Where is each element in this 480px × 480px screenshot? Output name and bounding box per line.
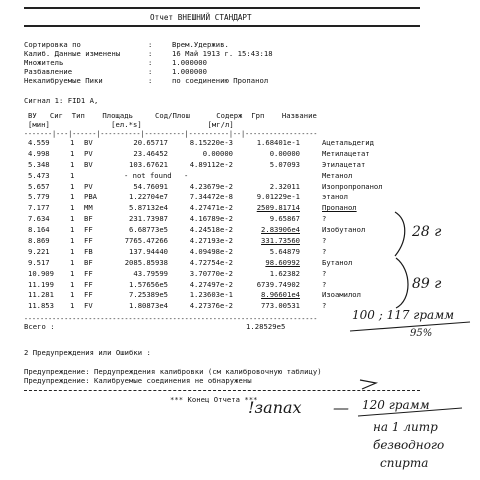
cell-ratio: 1.23603e-1 — [189, 290, 233, 300]
table-header-dashes: -------|---|------|----------|----------|----------|--|------------------ — [24, 130, 318, 138]
cell-name: Этилацетат — [322, 159, 366, 169]
cell-name: Бутанол — [322, 257, 353, 267]
bracket-upper — [395, 212, 405, 256]
meta-sep: : — [148, 58, 153, 67]
warning-1: Предупреждение: Пердупреждения калибровки (см калибровочную таблицу) — [24, 367, 322, 376]
cell-type: BF — [84, 214, 93, 224]
cell-amount: 1.68401e-1 — [256, 138, 300, 147]
cell-name: ? — [322, 246, 327, 256]
cell-type: FF — [84, 279, 93, 289]
meta-value: 1.000000 — [172, 67, 208, 76]
cell-rt: 5.779 — [28, 192, 50, 202]
cell-ratio: 4.24518e-2 — [189, 225, 233, 235]
cell-rt: 7.634 — [28, 214, 50, 224]
cell-signal: 1 — [70, 279, 75, 289]
cell-area: 103.67621 — [129, 159, 168, 169]
total-value: 1.28529e5 — [246, 322, 286, 331]
cell-ratio: 4.27193e-2 — [189, 236, 233, 246]
meta-sep: : — [148, 40, 153, 49]
cell-ratio: 0.00000 — [202, 148, 233, 158]
warning-2: Предупреждение: Калибруемые соединения не обнаружены — [24, 376, 252, 385]
hand-note-dash: — — [333, 398, 349, 417]
cell-amount: 98.60992 — [265, 257, 300, 267]
hand-note-89g: 89 г — [412, 276, 442, 292]
cell-name: ? — [322, 236, 327, 246]
cell-amount: 6739.74902 — [256, 279, 300, 289]
cell-type: FF — [84, 225, 93, 235]
cell-amount: 2509.81714 — [256, 203, 300, 213]
cell-amount: 5.64879 — [269, 246, 300, 256]
arrow-stroke — [360, 380, 376, 389]
cell-amount: 0.00000 — [269, 148, 300, 158]
cell-type: BF — [84, 257, 93, 267]
cell-rt: 8.164 — [28, 225, 50, 235]
cell-signal: 1 — [70, 138, 75, 147]
total-dashes: ------------------------------------------------------------------------- — [24, 315, 318, 323]
cell-ratio: 4.27471e-2 — [189, 203, 233, 213]
cell-signal: 1 — [70, 192, 75, 202]
cell-ratio: 4.16789e-2 — [189, 214, 233, 224]
cell-amount: 5.07093 — [269, 159, 300, 169]
cell-amount: 9.65867 — [269, 214, 300, 224]
cell-amount: 2.32011 — [269, 181, 300, 191]
cell-rt: 4.998 — [28, 148, 50, 158]
cell-rt: 7.177 — [28, 203, 50, 213]
hand-note-28g: 28 г — [412, 224, 442, 240]
cell-type: BV — [84, 159, 93, 169]
cell-type: PBA — [84, 192, 97, 202]
meta-value: 1.000000 — [172, 58, 208, 67]
cell-type: FF — [84, 236, 93, 246]
cell-area: 20.65717 — [133, 138, 168, 147]
cell-rt: 9.221 — [28, 246, 50, 256]
cell-ratio: 4.27376e-2 — [189, 301, 233, 311]
cell-type: FV — [84, 301, 93, 311]
cell-area: 231.73987 — [129, 214, 168, 224]
cell-ratio: 4.09498e-2 — [189, 246, 233, 256]
cell-rt: 5.473 — [28, 170, 50, 180]
cell-rt: 10.909 — [28, 268, 54, 278]
cell-area: 7.25389e5 — [129, 290, 168, 300]
cell-name: Изобутанол — [322, 225, 366, 235]
cell-amount: 2.83906e4 — [261, 225, 300, 235]
cell-signal: 1 — [70, 170, 75, 180]
cell-ratio: 4.89112e-2 — [189, 159, 233, 169]
cell-ratio: 3.70770e-2 — [189, 268, 233, 278]
cell-name: Метилацетат — [322, 148, 370, 158]
cell-name: ? — [322, 268, 327, 278]
cell-ratio: 4.72754e-2 — [189, 257, 233, 267]
cell-signal: 1 — [70, 181, 75, 191]
cell-rt: 5.657 — [28, 181, 50, 191]
cell-amount: 773.00531 — [261, 301, 300, 311]
meta-sep: : — [148, 76, 153, 85]
cell-rt: 11.853 — [28, 301, 54, 311]
cell-rt: 4.559 — [28, 138, 50, 147]
cell-type: FF — [84, 268, 93, 278]
cell-name: Изопропропанол — [322, 181, 383, 191]
hand-note-grams: 120 грамм — [362, 398, 430, 412]
cell-amount: 9.01229e-1 — [256, 192, 300, 202]
cell-amount: 331.73560 — [261, 236, 300, 246]
cell-name: Ацетальдегид — [322, 138, 374, 147]
cell-type: FF — [84, 290, 93, 300]
cell-type: MM — [84, 203, 93, 213]
cell-area: 7765.47266 — [124, 236, 168, 246]
hand-note-smell: !запах — [248, 398, 302, 417]
cell-name: ? — [322, 279, 327, 289]
cell-signal: 1 — [70, 225, 75, 235]
report-title: Отчет ВНЕШНИЙ СТАНДАРТ — [150, 13, 252, 22]
cell-area: 23.46452 — [133, 148, 168, 158]
meta-label: Некалибруемые Пики — [24, 76, 103, 85]
cell-ratio: - — [184, 170, 189, 180]
cell-area: 2085.85938 — [124, 257, 168, 267]
cell-area: 43.79599 — [133, 268, 168, 278]
hand-note-total: 100 ; 117 грамм — [352, 308, 455, 322]
meta-label: Множитель — [24, 58, 64, 67]
meta-sep: : — [148, 67, 153, 76]
hand-note-per-liter: на 1 литр — [373, 420, 438, 434]
cell-signal: 1 — [70, 236, 75, 246]
meta-value: 16 Май 1913 г. 15:43:18 — [172, 49, 273, 58]
cell-rt: 8.869 — [28, 236, 50, 246]
cell-type: PV — [84, 181, 93, 191]
cell-signal: 1 — [70, 159, 75, 169]
cell-rt: 11.199 — [28, 279, 54, 289]
cell-area: 1.80873e4 — [129, 301, 168, 311]
cell-name: ? — [322, 214, 327, 224]
meta-value: Врем.Удержив. — [172, 40, 229, 49]
hand-note-anhydrous: безводного — [373, 438, 445, 452]
cell-signal: 1 — [70, 290, 75, 300]
cell-area: 1.57656e5 — [129, 279, 168, 289]
cell-name: Пропанол — [322, 203, 357, 213]
cell-signal: 1 — [70, 203, 75, 213]
cell-type: FB — [84, 246, 93, 256]
report-end: *** Конец Отчета *** — [170, 395, 258, 404]
cell-ratio: 8.15220e-3 — [189, 138, 233, 147]
cell-amount: 1.62382 — [269, 268, 300, 278]
meta-label: Разбавление — [24, 67, 73, 76]
hand-note-percent: 95% — [410, 328, 433, 339]
cell-amount: 8.96601e4 — [261, 290, 300, 300]
meta-sep: : — [148, 49, 153, 58]
cell-name: Метанол — [322, 170, 353, 180]
cell-area: 5.87132e4 — [129, 203, 168, 213]
cell-type: PV — [84, 148, 93, 158]
table-header-row2: [мин] [ел.*s] [мг/л] — [28, 120, 234, 129]
cell-signal: 1 — [70, 148, 75, 158]
warnings-heading: 2 Предупреждения или Ошибки : — [24, 348, 151, 357]
cell-ratio: 4.27497e-2 — [189, 279, 233, 289]
bracket-lower — [396, 258, 408, 308]
total-label: Всего : — [24, 322, 55, 331]
cell-signal: 1 — [70, 268, 75, 278]
meta-label: Сортировка по — [24, 40, 81, 49]
meta-value: по соединению Пропанол — [172, 76, 269, 85]
cell-name: ? — [322, 301, 327, 311]
cell-area: 54.76091 — [133, 181, 168, 191]
hand-note-spirit: спирта — [380, 456, 429, 470]
cell-name: Изоамилол — [322, 290, 361, 300]
cell-signal: 1 — [70, 246, 75, 256]
cell-area: 1.22704e7 — [129, 192, 168, 202]
cell-type: BV — [84, 138, 93, 147]
table-header-row1: ВУ Сиг Тип Площадь Сод/Плош Содерж Грп Название — [28, 111, 317, 120]
cell-area: 6.68773e5 — [129, 225, 168, 235]
cell-rt: 5.348 — [28, 159, 50, 169]
cell-signal: 1 — [70, 257, 75, 267]
meta-label: Калиб. Данные изменены — [24, 49, 121, 58]
cell-area: - not found — [124, 170, 172, 180]
cell-name: этанол — [322, 192, 348, 202]
cell-signal: 1 — [70, 214, 75, 224]
signal-label: Сигнал 1: FID1 A, — [24, 96, 99, 105]
cell-rt: 9.517 — [28, 257, 50, 267]
cell-rt: 11.281 — [28, 290, 54, 300]
cell-signal: 1 — [70, 301, 75, 311]
cell-ratio: 4.23679e-2 — [189, 181, 233, 191]
cell-ratio: 7.34472e-8 — [189, 192, 233, 202]
cell-area: 137.94440 — [129, 246, 168, 256]
